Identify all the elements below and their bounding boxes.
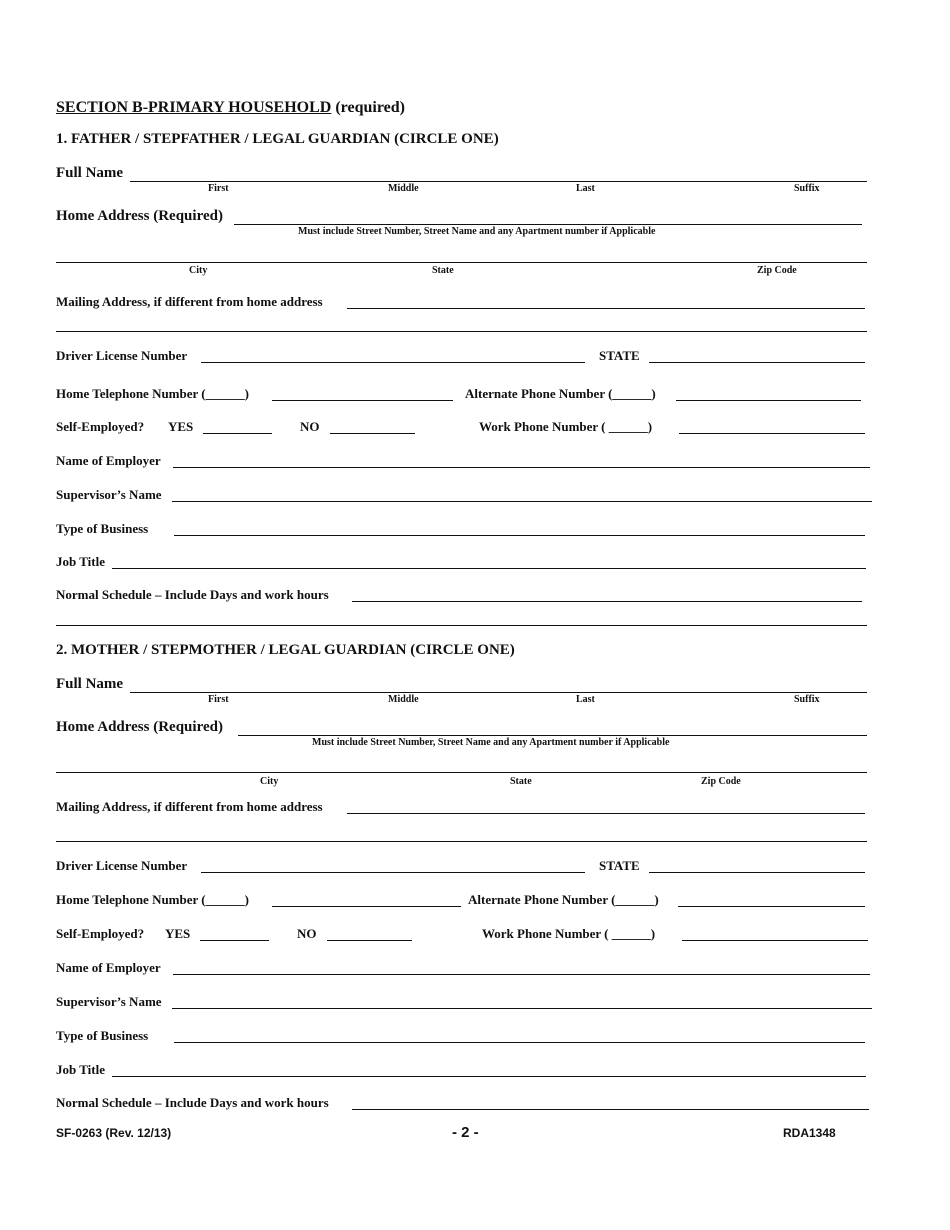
p2-state-label: State xyxy=(510,776,532,787)
p1-suffix-label: Suffix xyxy=(794,183,820,194)
p1-business-label: Type of Business xyxy=(56,521,149,536)
p1-state-label: State xyxy=(432,265,454,276)
p1-supervisor-label: Supervisor’s Name xyxy=(56,487,162,502)
p2-supervisor-label: Supervisor’s Name xyxy=(56,994,162,1009)
p1-business-input[interactable] xyxy=(176,520,863,536)
p2-no-label: NO xyxy=(297,926,317,941)
p1-schedule-input[interactable] xyxy=(354,586,860,602)
p1-last-label: Last xyxy=(576,183,595,194)
p1-license-state-input[interactable] xyxy=(651,347,863,363)
p2-home-phone-input[interactable] xyxy=(274,891,459,907)
p1-alt-phone-input[interactable] xyxy=(678,385,859,401)
p2-yes-input[interactable] xyxy=(202,925,267,941)
p2-home-phone-label: Home Telephone Number (______) xyxy=(56,892,249,907)
footer-form-id: SF-0263 (Rev. 12/13) xyxy=(56,1126,172,1140)
p1-home-phone-input[interactable] xyxy=(274,385,451,401)
p1-home-phone-label: Home Telephone Number (______) xyxy=(56,386,249,401)
p1-license-state-label: STATE xyxy=(599,348,640,363)
p2-mailing-label: Mailing Address, if different from home address xyxy=(56,799,323,814)
footer-code: RDA1348 xyxy=(783,1126,836,1140)
p2-schedule-label: Normal Schedule – Include Days and work hours xyxy=(56,1095,329,1110)
p2-schedule-input[interactable] xyxy=(354,1094,867,1110)
p1-city-state-zip-input[interactable] xyxy=(58,247,865,263)
p2-license-state-label: STATE xyxy=(599,858,640,873)
p1-license-label: Driver License Number xyxy=(56,348,188,363)
p1-self-employed-label: Self-Employed? xyxy=(56,419,145,434)
p2-full-name-input[interactable] xyxy=(132,677,865,693)
p2-alt-phone-input[interactable] xyxy=(680,891,863,907)
p1-work-phone-input[interactable] xyxy=(681,418,863,434)
footer-page-number: - 2 - xyxy=(452,1124,479,1141)
p2-self-employed-label: Self-Employed? xyxy=(56,926,145,941)
p1-address-note: Must include Street Number, Street Name and any Apartment number if Applicable xyxy=(298,226,656,237)
p2-mailing-input-2[interactable] xyxy=(58,826,865,842)
p1-schedule-input-2[interactable] xyxy=(58,610,865,626)
p1-home-address-label: Home Address (Required) xyxy=(56,208,223,224)
section-required: (required) xyxy=(335,99,405,116)
p2-employer-input[interactable] xyxy=(175,959,868,975)
p1-no-input[interactable] xyxy=(332,418,413,434)
p2-home-address-input[interactable] xyxy=(240,720,865,736)
p2-no-input[interactable] xyxy=(329,925,410,941)
p1-supervisor-input[interactable] xyxy=(174,486,870,502)
p2-employer-label: Name of Employer xyxy=(56,960,161,975)
p1-license-input[interactable] xyxy=(203,347,583,363)
p2-suffix-label: Suffix xyxy=(794,694,820,705)
p2-business-input[interactable] xyxy=(176,1027,863,1043)
p2-full-name-label: Full Name xyxy=(56,676,124,692)
p1-schedule-label: Normal Schedule – Include Days and work hours xyxy=(56,587,329,602)
p2-work-phone-label: Work Phone Number ( ______) xyxy=(482,926,656,941)
p2-license-label: Driver License Number xyxy=(56,858,188,873)
p1-no-label: NO xyxy=(300,419,320,434)
p2-city-state-zip-input[interactable] xyxy=(58,757,865,773)
p2-yes-label: YES xyxy=(165,926,191,941)
p2-middle-label: Middle xyxy=(388,694,419,705)
p1-job-title-input[interactable] xyxy=(114,553,864,569)
p1-city-label: City xyxy=(189,265,208,276)
section-title-row xyxy=(56,99,405,117)
person1-heading: 1. FATHER / STEPFATHER / LEGAL GUARDIAN (CIRCLE ONE) xyxy=(56,131,499,147)
p2-mailing-input[interactable] xyxy=(349,798,863,814)
p1-alt-phone-label: Alternate Phone Number (______) xyxy=(465,386,656,401)
p2-work-phone-input[interactable] xyxy=(684,925,866,941)
section-title: SECTION B-PRIMARY HOUSEHOLD xyxy=(56,99,332,116)
p1-first-label: First xyxy=(208,183,229,194)
p1-work-phone-label: Work Phone Number ( ______) xyxy=(479,419,653,434)
p1-full-name-label: Full Name xyxy=(56,165,124,181)
p1-mailing-input[interactable] xyxy=(349,293,863,309)
p2-city-label: City xyxy=(260,776,279,787)
p1-employer-input[interactable] xyxy=(175,452,868,468)
p2-address-note: Must include Street Number, Street Name and any Apartment number if Applicable xyxy=(312,737,670,748)
p1-yes-input[interactable] xyxy=(205,418,270,434)
p2-home-address-label: Home Address (Required) xyxy=(56,719,223,735)
p2-alt-phone-label: Alternate Phone Number (______) xyxy=(468,892,659,907)
p1-yes-label: YES xyxy=(168,419,194,434)
p1-full-name-input[interactable] xyxy=(132,166,865,182)
p1-mailing-input-2[interactable] xyxy=(58,316,865,332)
p2-zip-label: Zip Code xyxy=(701,776,741,787)
p2-license-input[interactable] xyxy=(203,857,583,873)
p1-mailing-label: Mailing Address, if different from home address xyxy=(56,294,323,309)
p1-middle-label: Middle xyxy=(388,183,419,194)
p2-business-label: Type of Business xyxy=(56,1028,149,1043)
p2-first-label: First xyxy=(208,694,229,705)
p1-employer-label: Name of Employer xyxy=(56,453,161,468)
person2-heading: 2. MOTHER / STEPMOTHER / LEGAL GUARDIAN (CIRCLE ONE) xyxy=(56,642,515,658)
p2-last-label: Last xyxy=(576,694,595,705)
p2-license-state-input[interactable] xyxy=(651,857,863,873)
p1-job-title-label: Job Title xyxy=(56,554,106,569)
p1-home-address-input[interactable] xyxy=(236,209,860,225)
p2-job-title-input[interactable] xyxy=(114,1061,864,1077)
p2-supervisor-input[interactable] xyxy=(174,993,870,1009)
p1-zip-label: Zip Code xyxy=(757,265,797,276)
p2-job-title-label: Job Title xyxy=(56,1062,106,1077)
